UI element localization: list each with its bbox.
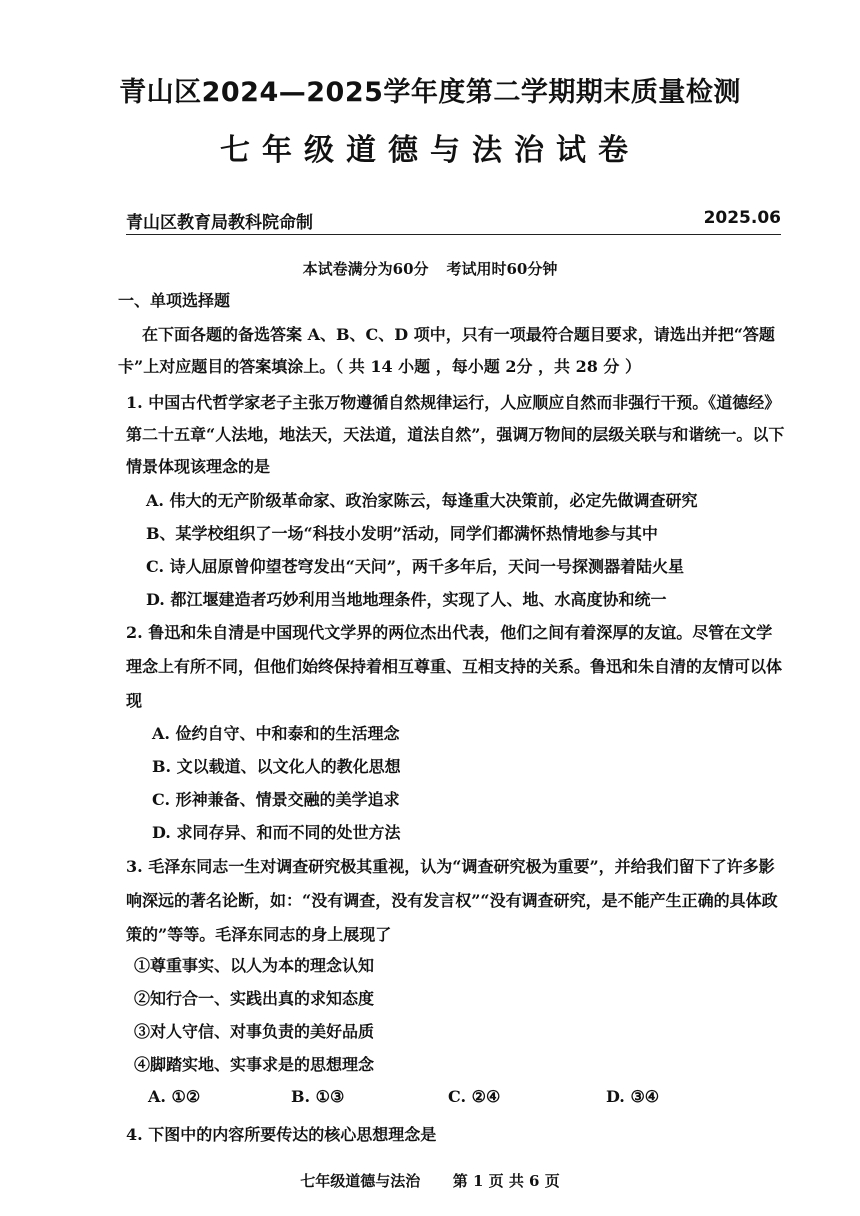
question-3-statement: ②知行合一、实践出真的求知态度: [134, 989, 375, 1008]
issuer-line: [126, 208, 781, 235]
question-2-option-a: A. 俭约自守、中和泰和的生活理念: [152, 724, 400, 743]
question-3-choice-d: D. ③④: [606, 1087, 660, 1106]
question-3-stem: 3. 毛泽东同志一生对调查研究极其重视，认为“调查研究极为重要”，并给我们留下了许多影: [126, 857, 775, 876]
question-2-option-d: D. 求同存异、和而不同的处世方法: [152, 823, 401, 842]
issue-date: 2025.06: [703, 208, 781, 228]
question-2-option-b: B. 文以载道、以文化人的教化思想: [152, 757, 401, 776]
question-1-option-a: A. 伟大的无产阶级革命家、政治家陈云，每逢重大决策前，必定先做调查研究: [146, 491, 698, 510]
section-instructions-line: 卡”上对应题目的答案填涂上。（ 共 14 小题 ，每小题 2分 ，共 28 分 ）: [118, 357, 642, 376]
question-2-option-c: C. 形神兼备、情景交融的美学追求: [152, 790, 400, 809]
question-3-statement: ①尊重事实、以人为本的理念认知: [134, 956, 375, 975]
score-info: 本试卷满分为60分: [302, 260, 429, 278]
question-1-option-b: B、某学校组织了一场“科技小发明”活动，同学们都满怀热情地参与其中: [146, 524, 658, 543]
footer-subject: 七年级道德与法治: [300, 1172, 421, 1190]
question-3-stem: 策的”等等。毛泽东同志的身上展现了: [126, 925, 392, 944]
question-2-stem: 2. 鲁迅和朱自清是中国现代文学界的两位杰出代表，他们之间有着深厚的友谊。尽管在文学: [126, 623, 773, 642]
question-1-stem: 情景体现该理念的是: [126, 457, 271, 476]
question-2-stem: 现: [126, 691, 143, 710]
question-4-stem: 4. 下图中的内容所要传达的核心思想理念是: [126, 1125, 437, 1144]
question-1-option-c: C. 诗人屈原曾仰望苍穹发出“天问”，两千多年后，天问一号探测器着陆火星: [146, 557, 685, 576]
question-3-statement: ③对人守信、对事负责的美好品质: [134, 1022, 375, 1041]
question-3-choice-b: B. ①③: [291, 1087, 345, 1106]
page-footer: [0, 1170, 860, 1191]
footer-page-number: 第 1 页 共 6 页: [452, 1172, 560, 1190]
question-1-stem: 第二十五章“人法地，地法天，天法道，道法自然”，强调万物间的层级关联与和谐统一。以下: [126, 425, 785, 444]
question-1-option-d: D. 都江堰建造者巧妙利用当地地理条件，实现了人、地、水高度协和统一: [146, 590, 667, 609]
issuer: 青山区教育局教科院命制: [126, 213, 313, 233]
exam-title: 青山区2024—2025学年度第二学期期末质量检测: [119, 77, 741, 108]
exam-info: [0, 258, 860, 279]
question-3-stem: 响深远的著名论断，如：“没有调查，没有发言权”“没有调查研究，是不能产生正确的具体政: [126, 891, 778, 910]
question-1-stem: 1. 中国古代哲学家老子主张万物遵循自然规律运行，人应顺应自然而非强行干预。《道德经》: [126, 393, 781, 412]
question-3-statement: ④脚踏实地、实事求是的思想理念: [134, 1055, 375, 1074]
exam-subtitle: 七年级道德与法治试卷: [220, 133, 640, 168]
section-instructions-line: 在下面各题的备选答案 A、B、C、D 项中，只有一项最符合题目要求，请选出并把“答题: [142, 325, 775, 344]
question-2-stem: 理念上有所不同，但他们始终保持着相互尊重、互相支持的关系。鲁迅和朱自清的友情可以体: [126, 657, 783, 676]
section-heading: 一、单项选择题: [118, 291, 231, 310]
question-3-choice-a: A. ①②: [148, 1087, 201, 1106]
question-3-choice-c: C. ②④: [448, 1087, 501, 1106]
time-info: 考试用时60分钟: [446, 260, 558, 278]
